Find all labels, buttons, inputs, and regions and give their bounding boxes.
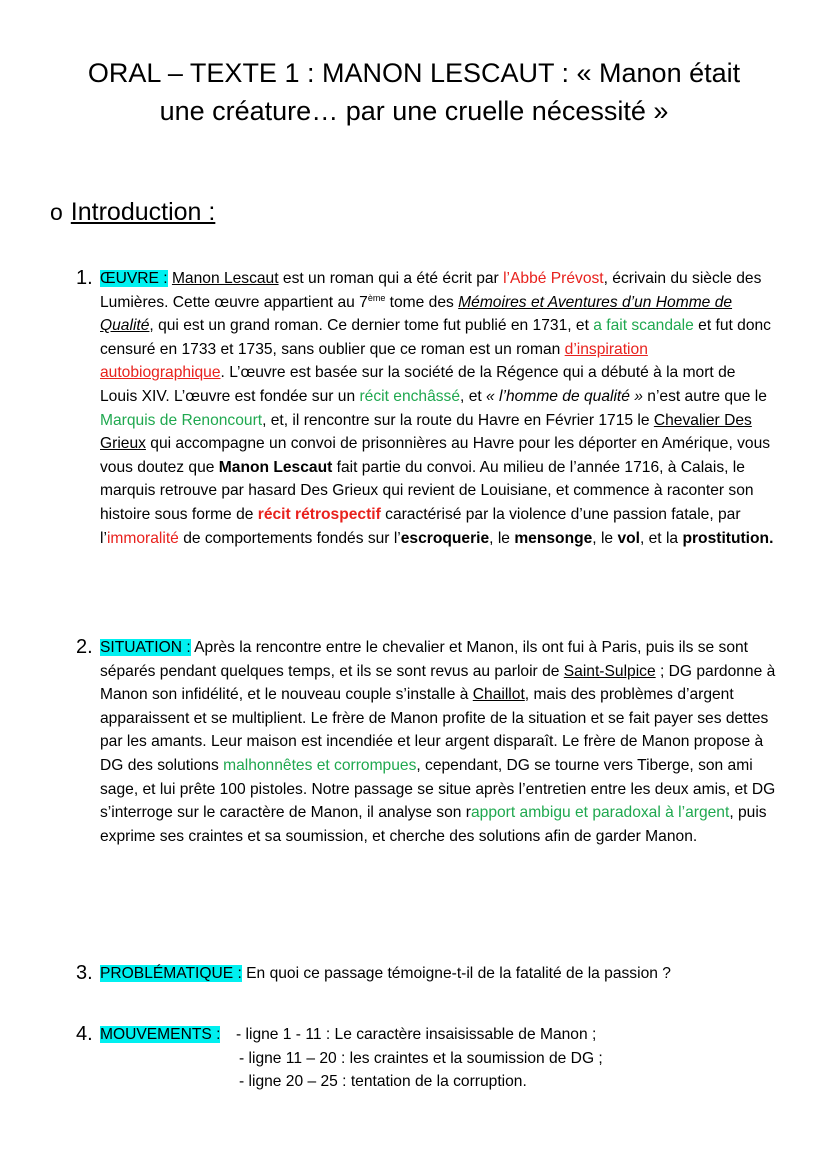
author-name: l’Abbé Prévost xyxy=(503,270,604,287)
text-run: est un roman qui a été écrit par xyxy=(278,270,504,287)
prostitution-word: prostitution. xyxy=(682,529,774,547)
manon-name: Manon Lescaut xyxy=(218,458,333,476)
text-run: ; DG pardonne à Manon son infidélité, et le nouveau couple s’installe à xyxy=(100,662,776,704)
chaillot-place: Chaillot xyxy=(472,686,525,704)
malhonnetes-phrase: malhonnêtes et corrompues xyxy=(223,756,417,774)
text-run: , le xyxy=(592,529,618,547)
oeuvre-paragraph xyxy=(100,267,776,550)
recit-enchasse-phrase: récit enchâssé xyxy=(359,387,461,405)
mouvements-block xyxy=(100,1023,776,1094)
saint-sulpice-place: Saint-Sulpice xyxy=(563,662,656,680)
bullet-icon: o xyxy=(50,199,63,225)
marquis-name: Marquis de Renoncourt xyxy=(100,411,263,429)
chevalier-name: Chevalier Des Grieux xyxy=(100,411,752,453)
item-number: 1. xyxy=(76,267,93,289)
text-run: , qui est un grand roman. Ce dernier tome fut publié en 1731, et xyxy=(149,317,594,335)
item-number: 3. xyxy=(76,962,93,984)
superscript: ème xyxy=(367,292,386,303)
escroquerie-word: escroquerie xyxy=(400,529,490,547)
text-run: , mais des problèmes d’argent apparaissent et se multiplient. Le frère de Manon profite de la situation et se fait payer ses dettes par les amants. Leur maison est incendiée et leur argent disparaît. Le frère de Manon propose à DG des solutions xyxy=(100,686,769,774)
mouvements-label: MOUVEMENTS : xyxy=(100,1026,221,1043)
situation-paragraph xyxy=(100,636,776,848)
text-run: , le xyxy=(489,529,515,547)
text-run: , puis exprime ses craintes et sa soumission, et cherche des solutions afin de garder Manon. xyxy=(100,804,767,845)
section-heading xyxy=(50,194,215,230)
text-run: , et la xyxy=(639,529,683,547)
problematique-question: En quoi ce passage témoigne-t-il de la fatalité de la passion ? xyxy=(241,965,671,982)
text-run: n’est autre que le xyxy=(642,387,767,405)
text-run: , cependant, DG se tourne vers Tiberge, son ami sage, et lui prête 100 pistoles. Notre passage se situe après l’entretien entre les deux amis, et DG s’interroge sur le caractère de Manon, il analyse son r xyxy=(100,756,776,822)
text-run: tome des xyxy=(385,293,459,311)
text-run: de comportements fondés sur l’ xyxy=(178,529,401,547)
text-run: , écrivain du siècle des Lumières. Cette œuvre appartient au 7 xyxy=(100,270,762,311)
autobiographique-phrase: d’inspiration autobiographique xyxy=(100,340,648,382)
intro-item-mouvements xyxy=(76,1023,776,1094)
item-number: 2. xyxy=(76,636,93,658)
intro-item-situation xyxy=(76,636,776,848)
problematique-label: PROBLÉMATIQUE : xyxy=(100,965,242,982)
text-run: , et xyxy=(460,387,487,405)
immoralite-word: immoralité xyxy=(106,529,179,547)
oeuvre-label: ŒUVRE : xyxy=(100,270,168,287)
text-run: . L’œuvre est basée sur la société de la Régence qui a débuté à la mort de Louis XIV. L’œuvre est fondée sur un xyxy=(100,364,736,405)
intro-item-oeuvre xyxy=(76,267,776,550)
vol-word: vol xyxy=(617,529,640,547)
mouvement-line-1: - ligne 1 - 11 : Le caractère insaisissable de Manon ; xyxy=(236,1026,597,1043)
homme-qualite-quote: « l’homme de qualité » xyxy=(486,387,643,405)
text-run: Après la rencontre entre le chevalier et Manon, ils ont fui à Paris, puis ils se sont séparés pendant quelques temps, et ils se sont revus au parloir de xyxy=(100,639,749,680)
problematique-paragraph xyxy=(100,962,776,986)
text-run: caractérisé par la violence d’une passion fatale, par l’ xyxy=(100,505,741,547)
title-line-1: ORAL – TEXTE 1 : MANON LESCAUT : « Manon était xyxy=(87,58,741,88)
item-number: 4. xyxy=(76,1023,93,1045)
recit-retrospectif-phrase: récit rétrospectif xyxy=(257,505,381,523)
mouvement-line-2: - ligne 11 – 20 : les craintes et la soumission de DG ; xyxy=(239,1049,603,1067)
rapport-argent-phrase: apport ambigu et paradoxal à l’argent xyxy=(470,804,730,822)
title-line-2: une créature… par une cruelle nécessité » xyxy=(159,96,669,126)
mouvements-list xyxy=(236,1023,603,1094)
situation-label: SITUATION : xyxy=(100,639,191,656)
scandale-phrase: a fait scandale xyxy=(593,317,694,335)
work-title: Manon Lescaut xyxy=(171,270,279,287)
text-run: et fut donc censuré en 1733 et 1735, sans oublier que ce roman est un roman xyxy=(100,317,771,358)
mensonge-word: mensonge xyxy=(514,529,593,547)
text-run: , et, il rencontre sur la route du Havre en Février 1715 le xyxy=(262,411,654,429)
section-title: Introduction : xyxy=(70,198,216,226)
text-run: qui accompagne un convoi de prisonnières au Havre pour les déporter en Amérique, vous vous doutez que xyxy=(100,435,771,476)
text-run: fait partie du convoi. Au milieu de l’année 1716, à Calais, le marquis retrouve par hasard Des Grieux qui revient de Louisiane, et commence à raconter son histoire sous forme de xyxy=(100,458,754,523)
document-title xyxy=(40,54,788,130)
mouvement-line-3: - ligne 20 – 25 : tentation de la corruption. xyxy=(239,1073,527,1091)
intro-item-problematique xyxy=(76,962,776,986)
memoires-title: Mémoires et Aventures d’un Homme de Qualité xyxy=(100,293,733,335)
